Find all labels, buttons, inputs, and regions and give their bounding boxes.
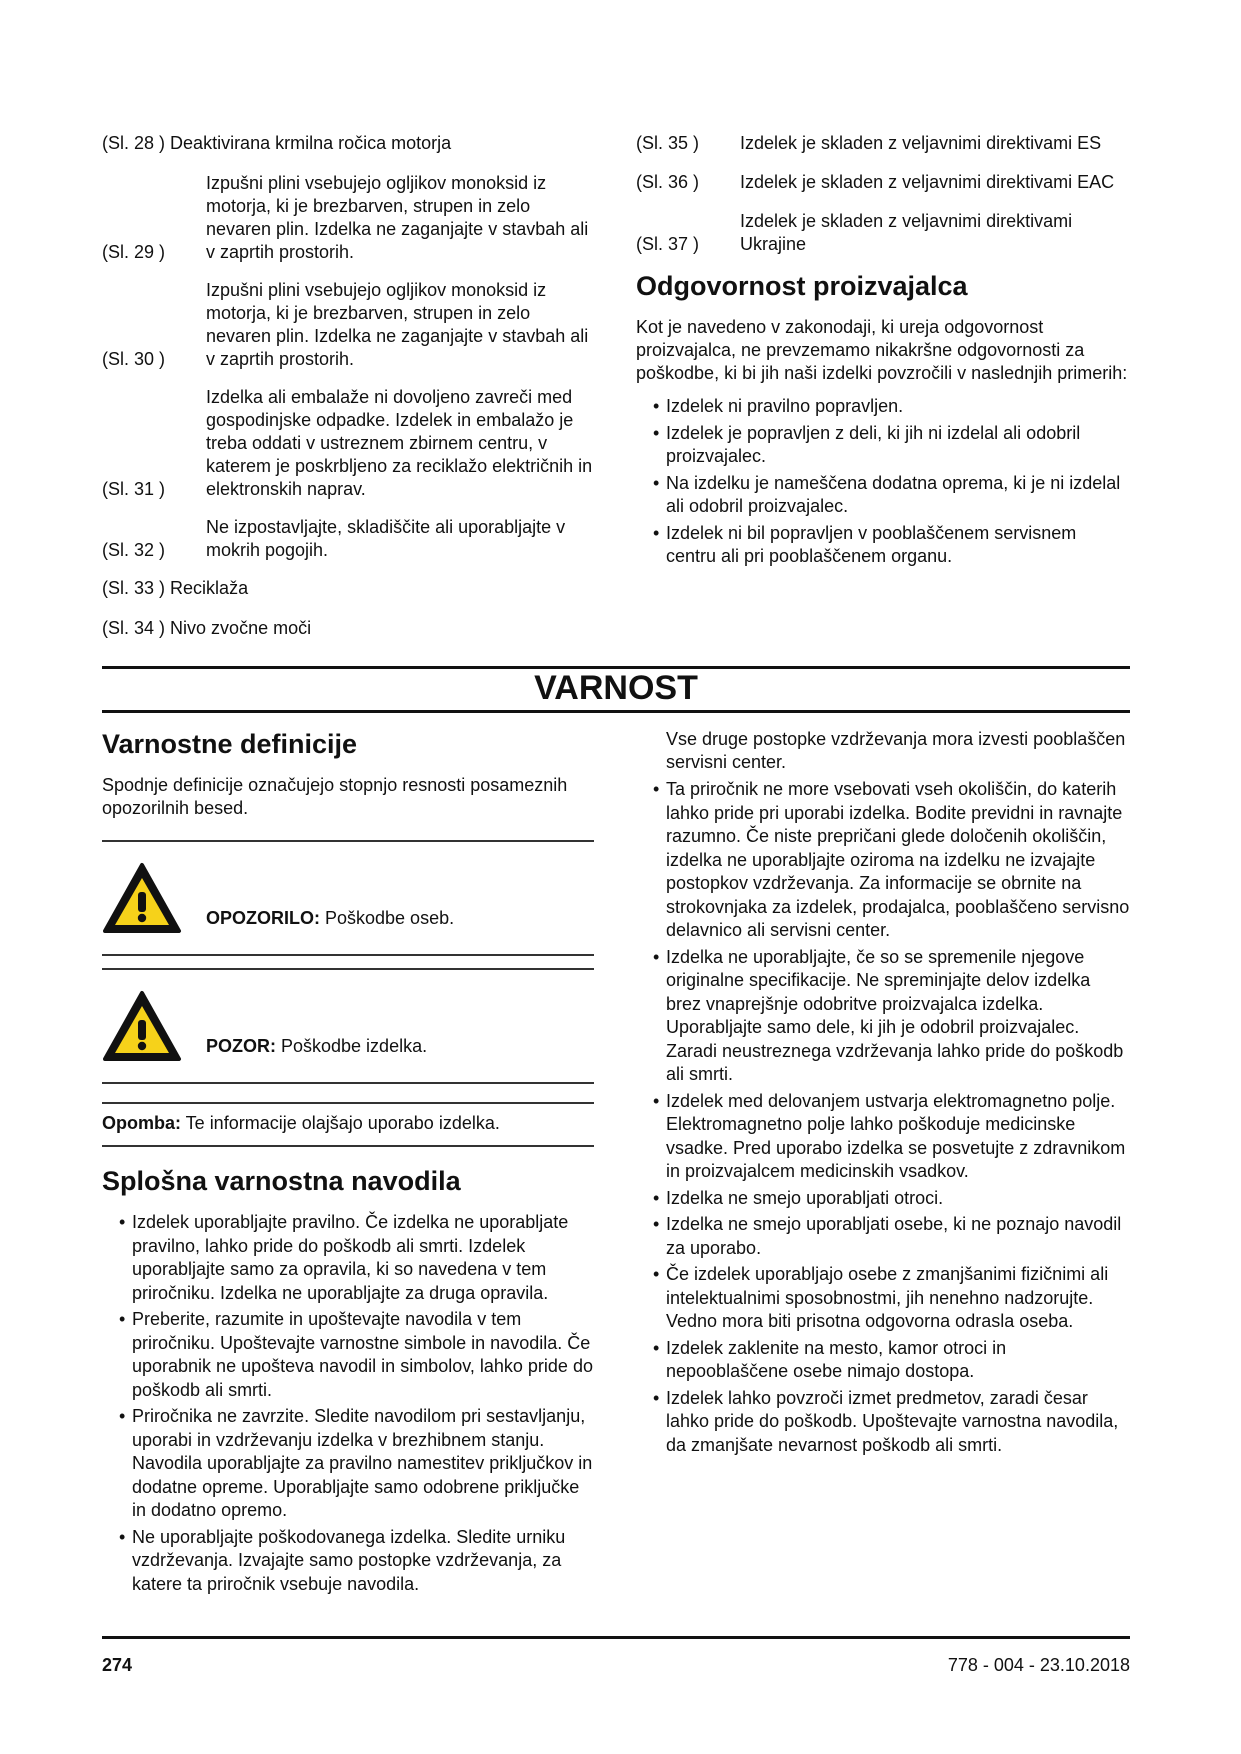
figure-label: (Sl. 29 ) [102,242,166,262]
figure-text: Nivo zvočne moči [170,618,312,638]
liability-intro: Kot je navedeno v zakonodaji, ki ureja odgovornost proizvajalca, ne prevzemamo nikakršne odgovornosti za poškodbe, ki bi jih naši izdelki povzročili v naslednjih primerih: [636,317,1128,383]
figure-caption [636,171,1130,194]
liability-heading: Odgovornost proizvajalca [636,271,968,301]
list-item: • Izdelek med delovanjem ustvarja elektromagnetno polje. Elektromagnetno polje lahko poškoduje medicinske vsadke. Pred uporabo izdelka se posvetujte z zdravnikom in proizvajalcem medicinskih vsadkov. [636,1090,1130,1184]
definitions-intro: Spodnje definicije označujejo stopnjo resnosti posameznih opozorilnih besed. [102,775,568,818]
list-item: • Izdelek ni pravilno popravljen. [636,395,1130,419]
safety-left-column [102,728,594,1599]
figure-caption [102,516,594,562]
figure-label: (Sl. 33 ) [102,578,166,598]
figure-captions-right [636,132,1130,572]
figure-caption [636,210,1130,256]
figure-label: (Sl. 32 ) [102,540,166,560]
figure-text: Izdelka ali embalaže ni dovoljeno zavreči med gospodinjske odpadke. Izdelek in embalažo je treba oddati v ustreznem zbirnem centru, v katerem je poskrbljeno za reciklažo električnih in elektronskih naprav. [206,387,593,499]
list-item: • Izdelek uporabljajte pravilno. Če izdelka ne uporabljate pravilno, lahko pride do poškodb ali smrti. Izdelek uporabljajte samo za opravila, ki so navedena v tem priročniku. Izdelka ne uporabljajte za druga opravila. [102,1211,594,1305]
figure-text: Izdelek je skladen z veljavnimi direktivami ES [740,133,1102,153]
figure-text: Izdelek je skladen z veljavnimi direktivami Ukrajine [740,211,1073,254]
figure-label: (Sl. 28 ) [102,133,166,153]
warning-text: Poškodbe oseb. [320,908,455,928]
divider [102,954,594,956]
figure-caption [102,386,594,501]
section-title: VARNOST [534,669,698,707]
figure-captions-left [102,132,594,657]
figure-label: (Sl. 37 ) [636,234,700,254]
general-safety-list-left [102,1211,594,1596]
figure-text: Izpušni plini vsebujejo ogljikov monoksid iz motorja, ki je brezbarven, strupen in zelo nevaren plin. Izdelka ne zaganjajte v stavbah ali v zaprtih prostorih. [206,173,589,262]
figure-caption [102,577,594,600]
section-rule-bottom [102,710,1130,713]
figure-text: Reciklaža [170,578,249,598]
caution-triangle-icon [102,990,182,1062]
document-id: 778 - 004 - 23.10.2018 [947,1655,1130,1675]
definitions-heading: Varnostne definicije [102,729,358,759]
note-text: Te informacije olajšajo uporabo izdelka. [181,1113,500,1133]
warning-triangle-icon [102,862,182,934]
list-item: • Ne uporabljajte poškodovanega izdelka. Sledite urniku vzdrževanja. Izvajajte samo postopke vzdrževanja, za katere ta priročnik vsebuje navodila. [102,1526,594,1597]
list-continuation: Vse druge postopke vzdrževanja mora izvesti pooblaščen servisni center. [666,729,1126,772]
general-safety-heading: Splošna varnostna navodila [102,1166,461,1196]
figure-caption [102,279,594,371]
list-item: • Izdelek ni bil popravljen v pooblaščenem servisnem centru ali pri pooblaščenem organu. [636,522,1130,569]
page-number: 274 [102,1655,133,1675]
figure-caption [636,132,1130,155]
note-definition [102,1104,594,1145]
figure-label: (Sl. 35 ) [636,133,700,153]
figure-label: (Sl. 34 ) [102,618,166,638]
figure-label: (Sl. 30 ) [102,349,166,369]
figure-text: Izdelek je skladen z veljavnimi direktivami EAC [740,172,1115,192]
figure-label: (Sl. 36 ) [636,172,700,192]
figure-text: Deaktivirana krmilna ročica motorja [170,133,452,153]
figure-caption [102,172,594,264]
warning-label: OPOZORILO: [206,908,320,928]
figure-caption [102,132,594,155]
figure-label: (Sl. 31 ) [102,479,166,499]
list-item: • Izdelek lahko povzroči izmet predmetov, zaradi česar lahko pride do poškodb. Upoštevajte varnostna navodila, da zmanjšate nevarnost poškodb ali smrti. [636,1387,1130,1458]
list-item: • Preberite, razumite in upoštevajte navodila v tem priročniku. Upoštevajte varnostne simbole in navodila. Če uporabnik ne upošteva navodil in simbolov, lahko pride do poškodb ali smrti. [102,1308,594,1402]
list-item: • Priročnika ne zavrzite. Sledite navodilom pri sestavljanju, uporabi in vzdrževanju izdelka v brezhibnem stanju. Navodila uporabljajte za pravilno namestitev priključkov in dodatne opreme. Uporabljajte samo odobrene priključke in dodatno opremo. [102,1405,594,1523]
list-item: • Če izdelek uporabljajo osebe z zmanjšanimi fizičnimi ali intelektualnimi sposobnostmi, jih nenehno nadzorujte. Vedno mora biti prisotna odgovorna odrasla oseba. [636,1263,1130,1334]
caution-text: Poškodbe izdelka. [276,1036,428,1056]
list-item: • Izdelek je popravljen z deli, ki jih ni izdelal ali odobril proizvajalec. [636,422,1130,469]
note-label: Opomba: [102,1113,181,1133]
liability-list [636,395,1130,569]
safety-right-column [636,728,1130,1460]
list-item: • Na izdelku je nameščena dodatna oprema, ki je ni izdelal ali odobril proizvajalec. [636,472,1130,519]
footer-rule [102,1636,1130,1639]
list-item: • Izdelka ne smejo uporabljati osebe, ki ne poznajo navodil za uporabo. [636,1213,1130,1260]
caution-definition [102,970,594,1070]
caution-label: POZOR: [206,1036,276,1056]
general-safety-list-right [636,778,1130,1457]
figure-text: Ne izpostavljajte, skladiščite ali uporabljajte v mokrih pogojih. [206,517,566,560]
figure-text: Izpušni plini vsebujejo ogljikov monoksid iz motorja, ki je brezbarven, strupen in zelo nevaren plin. Izdelka ne zaganjajte v stavbah ali v zaprtih prostorih. [206,280,589,369]
warning-definition [102,842,594,942]
figure-caption [102,617,594,640]
divider [102,1082,594,1084]
list-item: • Izdelka ne uporabljajte, če so se spremenile njegove originalne specifikacije. Ne spreminjajte delov izdelka brez vnaprejšnje odobritve proizvajalca izdelka. Uporabljajte samo dele, ki jih je odobril proizvajalec. Zaradi neustreznega vzdrževanja lahko pride do poškodb ali smrti. [636,946,1130,1087]
divider [102,1145,594,1147]
list-item: • Izdelek zaklenite na mesto, kamor otroci in nepooblaščene osebe nimajo dostopa. [636,1337,1130,1384]
list-item: • Izdelka ne smejo uporabljati otroci. [636,1187,1130,1211]
list-item: • Ta priročnik ne more vsebovati vseh okoliščin, do katerih lahko pride pri uporabi izdelka. Bodite previdni in ravnajte razumno. Če niste prepričani glede določenih okoliščin, izdelka ne uporabljajte oziroma na izdelku ne izvajajte postopkov vzdrževanja. Za informacije se obrnite na strokovnjaka za izdelek, prodajalca, pooblaščeno servisno delavnico ali servisni center. [636,778,1130,943]
